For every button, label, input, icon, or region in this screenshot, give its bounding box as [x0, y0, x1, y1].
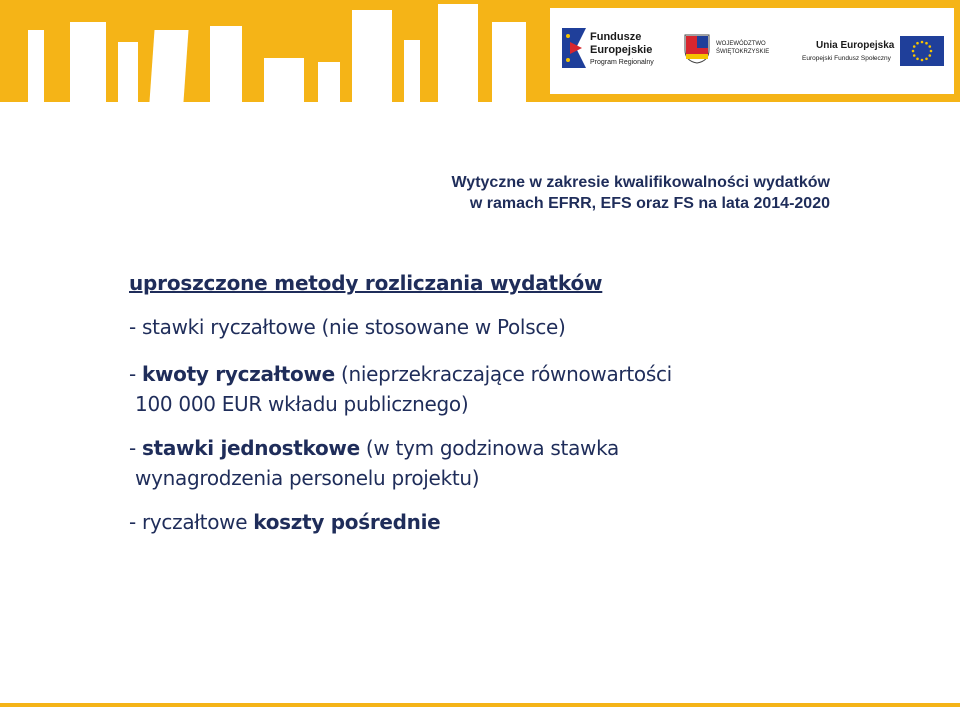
eu-line2: Europejski Fundusz Społeczny: [802, 55, 891, 62]
decorative-block: [318, 62, 340, 102]
slide-content: [129, 266, 909, 537]
funds-line3: Program Regionalny: [590, 59, 654, 66]
list-item-continuation: wynagrodzenia personelu projektu): [129, 466, 480, 490]
funds-logo-icon: [562, 28, 586, 68]
decorative-block: [28, 30, 44, 102]
item-bold: koszty pośrednie: [253, 510, 441, 534]
footer-stripe: [0, 703, 960, 707]
logo-panel: [550, 8, 954, 94]
list-item: [129, 359, 909, 389]
decorative-block: [118, 42, 138, 102]
decorative-block: [149, 30, 188, 102]
item-text: (w tym godzinowa stawka: [359, 436, 619, 460]
region-line1: WOJEWÓDZTWO: [716, 41, 766, 47]
funds-line1: Fundusze: [590, 31, 642, 43]
region-crest-icon: [684, 34, 710, 64]
item-bold: kwoty ryczałtowe: [141, 362, 335, 386]
list-item-continuation: 100 000 EUR wkładu publicznego): [129, 392, 469, 416]
decorative-block: [352, 10, 392, 102]
decorative-block: [210, 26, 242, 102]
decorative-block: [70, 22, 106, 102]
item-prefix: -: [129, 362, 142, 386]
item-text: (nieprzekraczające równowartości: [334, 362, 672, 386]
region-line2: ŚWIĘTOKRZYSKIE: [716, 49, 770, 55]
funds-line2: Europejskie: [590, 44, 653, 56]
item-bold: stawki jednostkowe: [141, 436, 360, 460]
eu-line1: Unia Europejska: [816, 40, 895, 51]
list-item: - stawki ryczałtowe (nie stosowane w Polsce): [129, 315, 566, 339]
item-text: - ryczałtowe: [129, 510, 254, 534]
item-prefix: -: [129, 436, 142, 460]
decorative-block: [404, 40, 420, 102]
list-item: [129, 507, 909, 537]
header-banner: [0, 0, 960, 102]
header-line1: Wytyczne w zakresie kwalifikowalności wydatków: [451, 174, 830, 191]
decorative-block: [438, 4, 478, 102]
decorative-block: [492, 22, 526, 102]
eu-flag-icon: [900, 36, 944, 66]
list-item: [129, 433, 909, 463]
section-heading: uproszczone metody rozliczania wydatków: [129, 271, 603, 295]
header-line2: w ramach EFRR, EFS oraz FS na lata 2014-2020: [469, 195, 830, 212]
slide-header: [300, 172, 830, 214]
decorative-block: [264, 58, 304, 102]
